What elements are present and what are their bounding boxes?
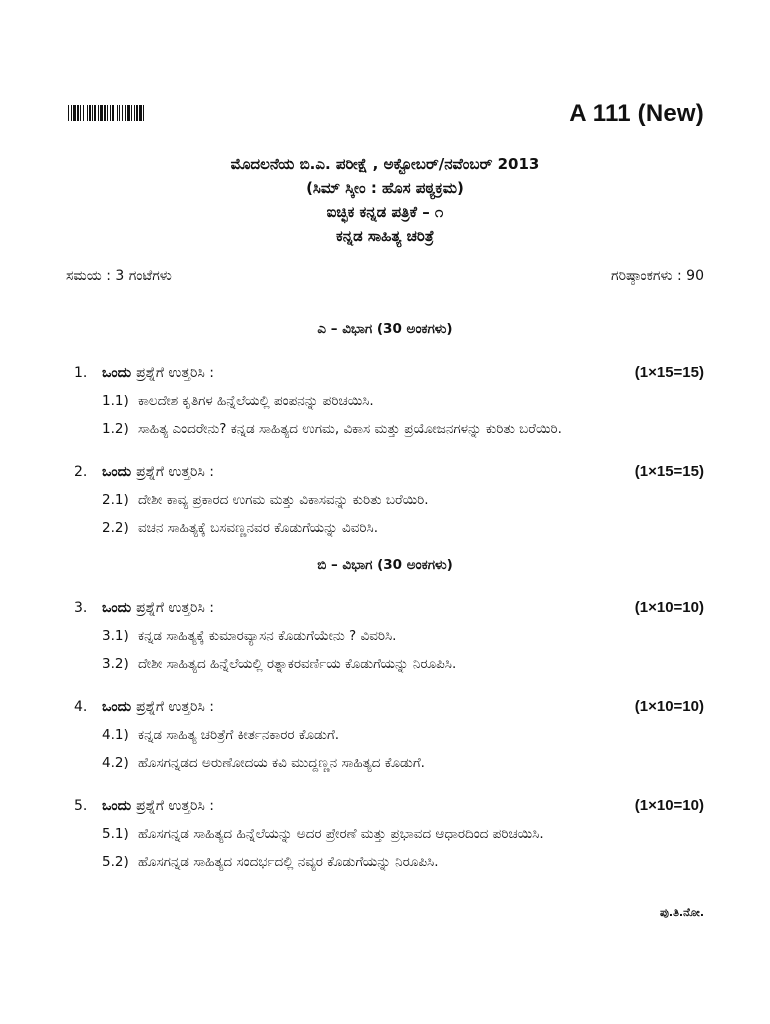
time-allowed: ಸಮಯ : 3 ಗಂಟೆಗಳು [66,268,172,284]
sub-question [74,753,704,773]
exam-scheme: (ಸಿಮ್ ಸ್ಕೀಂ : ಹೊಸ ಪಠ್ಯಕ್ರಮ) [306,179,464,197]
sub-question-number: 1.1) [102,393,129,409]
sub-question [74,419,704,439]
sub-question-number: 5.2) [102,854,129,870]
question-header [74,363,704,383]
sub-question [74,654,704,674]
question-header [74,598,704,618]
sub-question [74,626,704,646]
question-3 [74,598,704,674]
sub-question-number: 3.2) [102,656,129,672]
question-header [74,796,704,816]
question-marks: (1×15=15) [634,463,704,480]
exam-paper-name: ಐಚ್ಛಿಕ ಕನ್ನಡ ಪತ್ರಿಕೆ – ೧ [326,203,444,221]
sub-question [74,518,704,538]
sub-question-text: ಹೊಸಗನ್ನಡದ ಅರುಣೋದಯ ಕವಿ ಮುದ್ದಣ್ಣನ ಸಾಹಿತ್ಯದ ಕೊಡುಗೆ. [138,755,425,771]
sub-question-text: ದೇಶೀ ಸಾಹಿತ್ಯದ ಹಿನ್ನೆಲೆಯಲ್ಲಿ ರತ್ನಾಕರವರ್ಣಿಯ ಕೊಡುಗೆಯನ್ನು ನಿರೂಪಿಸಿ. [138,656,457,672]
section-a-heading: ಎ – ವಿಭಾಗ (30 ಅಂಕಗಳು) [317,321,453,337]
question-marks: (1×15=15) [634,364,704,381]
question-header [74,697,704,717]
exam-title: ಮೊದಲನೆಯ ಬಿ.ಎ. ಪರೀಕ್ಷೆ , ಅಕ್ಟೋಬರ್/ನವೆಂಬರ್ 2013 [230,155,540,173]
sub-question [74,824,704,844]
question-marks: (1×10=10) [634,599,704,616]
question-number: 1. [74,365,88,381]
sub-question-number: 4.2) [102,755,129,771]
question-instruction: ಪ್ರಶ್ನೆಗೆ ಉತ್ತರಿಸಿ : [136,464,214,480]
sub-question-number: 3.1) [102,628,129,644]
question-count-word: ಒಂದು [102,699,132,715]
question-2 [74,462,704,538]
sub-question-number: 4.1) [102,727,129,743]
question-5 [74,796,704,872]
sub-question [74,391,704,411]
question-header [74,462,704,482]
sub-question-text: ಹೊಸಗನ್ನಡ ಸಾಹಿತ್ಯದ ಸಂದರ್ಭದಲ್ಲಿ ನವ್ಯರ ಕೊಡುಗೆಯನ್ನು ನಿರೂಪಿಸಿ. [138,854,439,870]
max-marks: ಗರಿಷ್ಠಾಂಕಗಳು : 90 [611,268,704,284]
sub-question-text: ಹೊಸಗನ್ನಡ ಸಾಹಿತ್ಯದ ಹಿನ್ನೆಲೆಯನ್ನು ಅದರ ಪ್ರೇರಣೆ ಮತ್ತು ಪ್ರಭಾವದ ಆಧಾರದಿಂದ ಪರಿಚಯಿಸಿ. [138,826,544,842]
section-b-heading: ಬಿ – ವಿಭಾಗ (30 ಅಂಕಗಳು) [317,557,453,573]
sub-question-number: 5.1) [102,826,129,842]
sub-question [74,490,704,510]
question-instruction: ಪ್ರಶ್ನೆಗೆ ಉತ್ತರಿಸಿ : [136,365,214,381]
sub-question-text: ವಚನ ಸಾಹಿತ್ಯಕ್ಕೆ ಬಸವಣ್ಣನವರ ಕೊಡುಗೆಯನ್ನು ವಿವರಿಸಿ. [138,520,379,536]
question-number: 5. [74,798,88,814]
sub-question [74,852,704,872]
question-count-word: ಒಂದು [102,365,132,381]
question-instruction: ಪ್ರಶ್ನೆಗೆ ಉತ್ತರಿಸಿ : [136,600,214,616]
question-count-word: ಒಂದು [102,798,132,814]
please-turn-over: ಪು.ತಿ.ನೋ. [659,906,704,919]
paper-code: A 111 (New) [569,100,704,127]
question-marks: (1×10=10) [634,698,704,715]
sub-question-text: ದೇಶೀ ಕಾವ್ಯ ಪ್ರಕಾರದ ಉಗಮ ಮತ್ತು ವಿಕಾಸವನ್ನು ಕುರಿತು ಬರೆಯಿರಿ. [138,492,429,508]
question-marks: (1×10=10) [634,797,704,814]
question-count-word: ಒಂದು [102,464,132,480]
sub-question-text: ಕಾಲದೇಶ ಕೃತಿಗಳ ಹಿನ್ನೆಲೆಯಲ್ಲಿ ಪಂಪನನ್ನು ಪರಿಚಯಿಸಿ. [138,393,374,409]
sub-question-number: 2.2) [102,520,129,536]
exam-subject: ಕನ್ನಡ ಸಾಹಿತ್ಯ ಚರಿತ್ರೆ [335,227,435,245]
question-1 [74,363,704,439]
sub-question-text: ಸಾಹಿತ್ಯ ಎಂದರೇನು? ಕನ್ನಡ ಸಾಹಿತ್ಯದ ಉಗಮ, ವಿಕಾಸ ಮತ್ತು ಪ್ರಯೋಜನಗಳನ್ನು ಕುರಿತು ಬರೆಯಿರಿ. [138,421,562,437]
sub-question-number: 1.2) [102,421,129,437]
question-number: 2. [74,464,88,480]
sub-question [74,725,704,745]
question-number: 3. [74,600,88,616]
question-instruction: ಪ್ರಶ್ನೆಗೆ ಉತ್ತರಿಸಿ : [136,699,214,715]
sub-question-text: ಕನ್ನಡ ಸಾಹಿತ್ಯ ಚರಿತ್ರೆಗೆ ಕೀರ್ತನಕಾರರ ಕೊಡುಗೆ. [138,727,340,743]
exam-meta-row [66,268,704,284]
question-number: 4. [74,699,88,715]
barcode-image [68,105,208,121]
sub-question-number: 2.1) [102,492,129,508]
exam-title-block [0,152,770,248]
question-4 [74,697,704,773]
sub-question-text: ಕನ್ನಡ ಸಾಹಿತ್ಯಕ್ಕೆ ಕುಮಾರವ್ಯಾಸನ ಕೊಡುಗೆಯೇನು ? ವಿವರಿಸಿ. [138,628,397,644]
question-count-word: ಒಂದು [102,600,132,616]
question-instruction: ಪ್ರಶ್ನೆಗೆ ಉತ್ತರಿಸಿ : [136,798,214,814]
